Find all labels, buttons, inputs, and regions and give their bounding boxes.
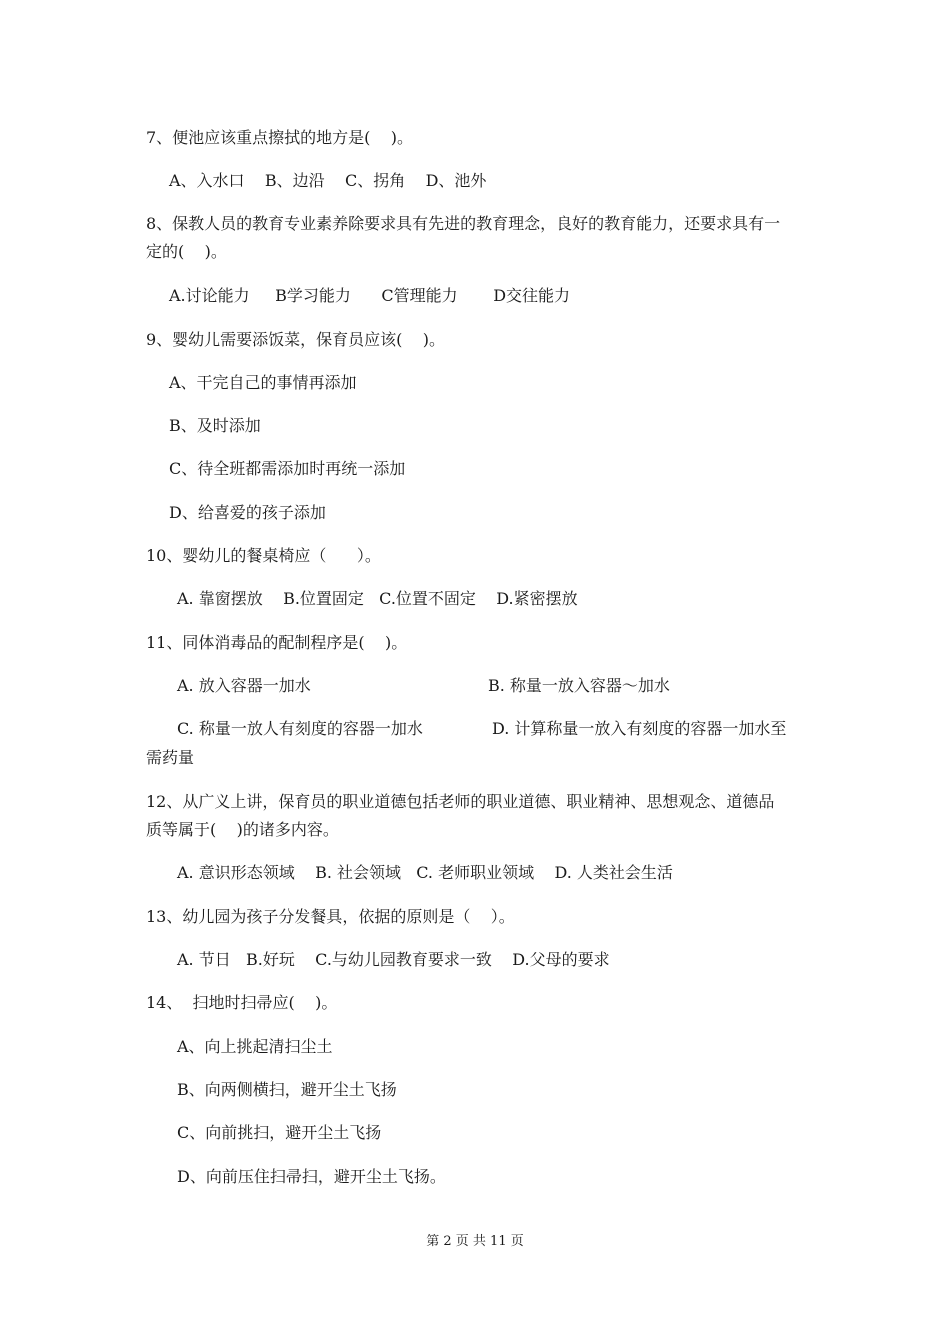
q9-option-b: B、及时添加 bbox=[169, 416, 261, 435]
page-footer: 第 2 页 共 11 页 bbox=[426, 1234, 524, 1249]
q7-stem: 7、便池应该重点擦拭的地方是( )。 bbox=[146, 128, 414, 147]
q9-option-a: A、干完自己的事情再添加 bbox=[169, 373, 357, 392]
q11-option-c: C. 称量一放人有刻度的容器一加水 bbox=[177, 719, 423, 738]
q11-option-d: D. 计算称量一放入有刻度的容器一加水至 bbox=[492, 719, 787, 738]
q12-stem-line1: 12、从广义上讲，保育员的职业道德包括老师的职业道德、职业精神、思想观念、道德品 bbox=[146, 792, 775, 811]
q8-stem-line1: 8、保教人员的教育专业素养除要求具有先进的教育理念，良好的教育能力，还要求具有一 bbox=[146, 214, 781, 233]
q9-option-c: C、待全班都需添加时再统一添加 bbox=[169, 459, 406, 478]
q14-stem: 14、 扫地时扫帚应( )。 bbox=[146, 993, 338, 1012]
q10-options: A. 靠窗摆放 B.位置固定 C.位置不固定 D.紧密摆放 bbox=[177, 589, 578, 608]
q7-options: A、入水口 B、边沿 C、拐角 D、池外 bbox=[169, 171, 487, 190]
q11-option-b: B. 称量一放入容器～加水 bbox=[488, 676, 670, 695]
q11-option-a: A. 放入容器一加水 bbox=[177, 676, 311, 695]
q12-options: A. 意识形态领域 B. 社会领域 C. 老师职业领域 D. 人类社会生活 bbox=[177, 863, 673, 882]
q14-option-b: B、向两侧横扫，避开尘土飞扬 bbox=[177, 1080, 397, 1099]
q14-option-c: C、向前挑扫，避开尘土飞扬 bbox=[177, 1123, 382, 1142]
q11-stem: 11、同体消毒品的配制程序是( )。 bbox=[146, 633, 408, 652]
q14-option-a: A、向上挑起清扫尘土 bbox=[177, 1037, 333, 1056]
q9-option-d: D、给喜爱的孩子添加 bbox=[169, 503, 326, 522]
q14-option-d: D、向前压住扫帚扫，避开尘土飞扬。 bbox=[177, 1167, 446, 1186]
q11-option-d-cont: 需药量 bbox=[146, 748, 195, 767]
q13-options: A. 节日 B.好玩 C.与幼儿园教育要求一致 D.父母的要求 bbox=[177, 950, 610, 969]
q10-stem: 10、婴幼儿的餐桌椅应（ ）。 bbox=[146, 546, 381, 565]
q8-options: A.讨论能力 B学习能力 C管理能力 D交往能力 bbox=[169, 286, 571, 305]
q12-stem-line2: 质等属于( )的诸多内容。 bbox=[146, 820, 339, 839]
q9-stem: 9、婴幼儿需要添饭菜，保育员应该( )。 bbox=[146, 330, 446, 349]
q8-stem-line2: 定的( )。 bbox=[146, 242, 227, 261]
q13-stem: 13、幼儿园为孩子分发餐具，依据的原则是（ ）。 bbox=[146, 907, 515, 926]
